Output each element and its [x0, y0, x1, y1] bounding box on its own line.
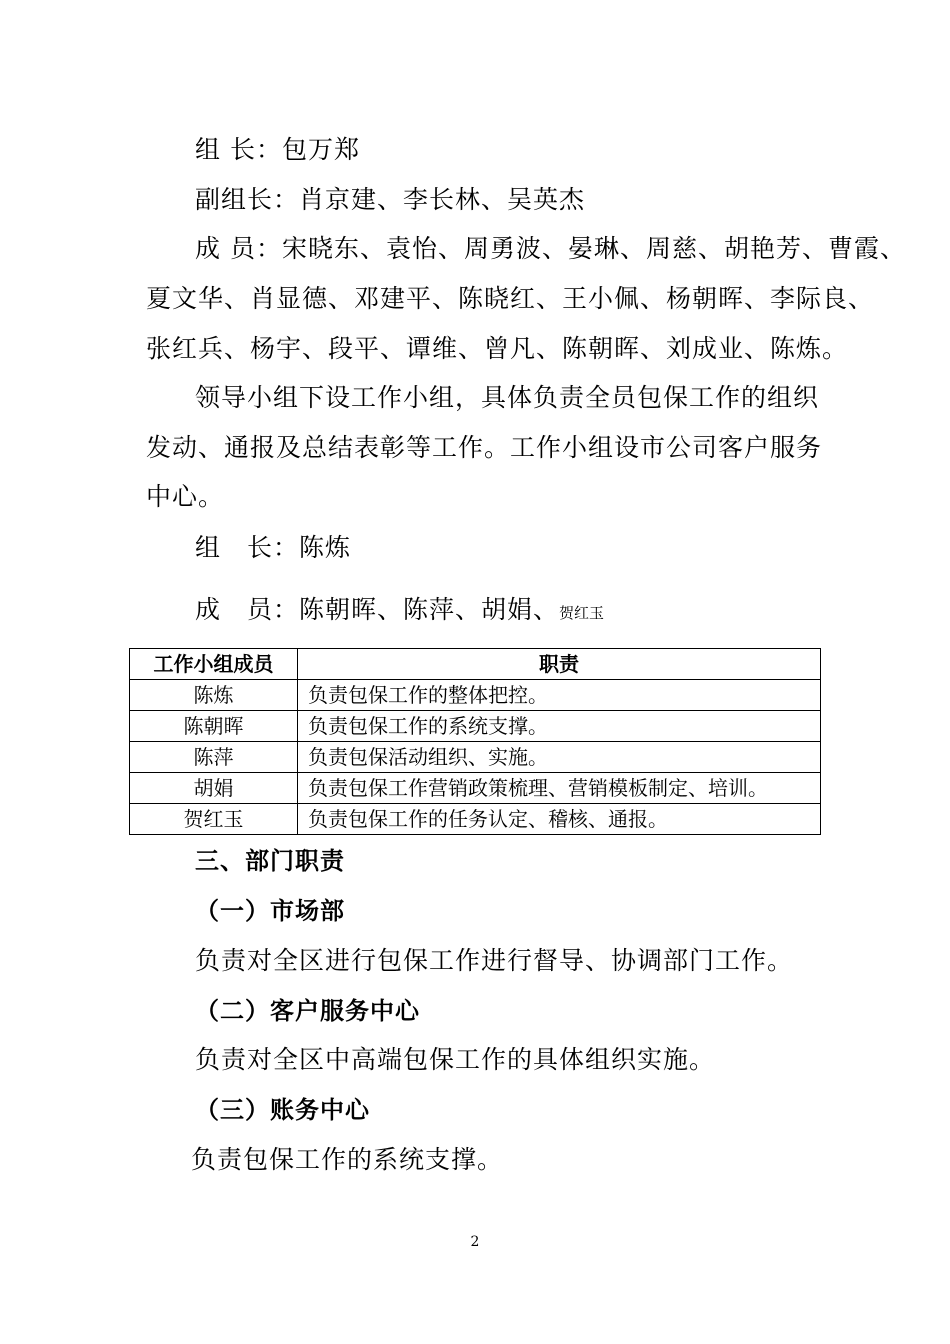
work-group-members-prefix: 成 员：陈朝晖、陈萍、胡娟、	[195, 595, 560, 624]
work-group-members	[195, 595, 604, 628]
table-row	[130, 711, 821, 742]
table-row	[130, 804, 821, 835]
department-title-market: （一）市场部	[195, 897, 345, 925]
member-duty: 负责包保工作的任务认定、稽核、通报。	[298, 804, 821, 835]
table-header-member: 工作小组成员	[130, 649, 298, 680]
department-title-customer-service: （二）客户服务中心	[195, 997, 420, 1025]
page-number: 2	[470, 1234, 480, 1250]
table-row	[130, 742, 821, 773]
member-duty: 负责包保工作的整体把控。	[298, 680, 821, 711]
table-row	[130, 773, 821, 804]
department-text-customer-service: 负责对全区中高端包保工作的具体组织实施。	[195, 1045, 716, 1074]
group-members-line-3: 张红兵、杨宇、段平、谭维、曾凡、陈朝晖、刘成业、陈炼。	[146, 334, 849, 363]
department-text-accounting: 负责包保工作的系统支撑。	[191, 1145, 504, 1174]
table-header-row	[130, 649, 821, 680]
duty-table	[129, 648, 821, 835]
member-duty: 负责包保活动组织、实施。	[298, 742, 821, 773]
member-name: 贺红玉	[130, 804, 298, 835]
member-name: 陈萍	[130, 742, 298, 773]
work-group-intro-line-2: 发动、通报及总结表彰等工作。工作小组设市公司客户服务	[146, 433, 823, 462]
table-header-duty: 职责	[298, 649, 821, 680]
group-members-line-2: 夏文华、肖显德、邓建平、陈晓红、王小佩、杨朝晖、李际良、	[146, 284, 875, 313]
work-group-members-last: 贺红玉	[559, 604, 605, 622]
member-name: 陈朝晖	[130, 711, 298, 742]
group-deputy: 副组长：肖京建、李长林、吴英杰	[195, 185, 586, 214]
member-name: 陈炼	[130, 680, 298, 711]
member-duty: 负责包保工作营销政策梳理、营销模板制定、培训。	[298, 773, 821, 804]
work-group-intro-line-1: 领导小组下设工作小组，具体负责全员包保工作的组织	[195, 383, 820, 412]
work-group-leader: 组 长：陈炼	[195, 533, 352, 562]
group-members-line-1: 成 员：宋晓东、袁怡、周勇波、晏琳、周慈、胡艳芳、曹霞、	[195, 234, 906, 263]
department-text-market: 负责对全区进行包保工作进行督导、协调部门工作。	[195, 946, 794, 975]
table-row	[130, 680, 821, 711]
group-leader: 组 长：包万郑	[195, 135, 360, 164]
departments-heading: 三、部门职责	[195, 847, 345, 875]
department-title-accounting: （三）账务中心	[195, 1096, 370, 1124]
member-name: 胡娟	[130, 773, 298, 804]
member-duty: 负责包保工作的系统支撑。	[298, 711, 821, 742]
work-group-intro-line-3: 中心。	[146, 482, 225, 511]
